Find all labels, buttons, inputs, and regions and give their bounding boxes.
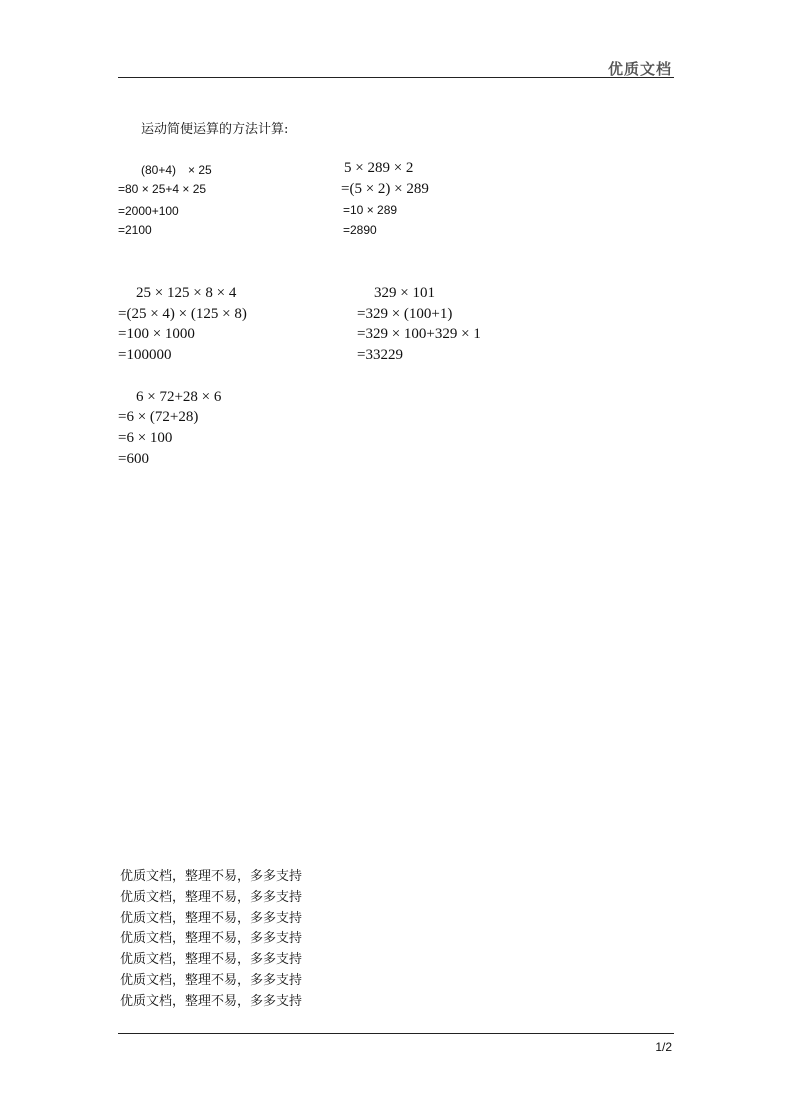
footer-note: 优质文档，整理不易，多多支持 xyxy=(120,869,303,884)
header-title: 优质文档 xyxy=(607,60,672,78)
footer-divider xyxy=(118,1033,674,1034)
problem-5-line-2: =6 × (72+28) xyxy=(118,409,199,425)
problem-3-line-2: =(25 × 4) × (125 × 8) xyxy=(118,306,247,322)
footer-note: 优质文档，整理不易，多多支持 xyxy=(120,911,303,926)
problem-4-line-3: =329 × 100+329 × 1 xyxy=(357,326,481,342)
footer-note: 优质文档，整理不易，多多支持 xyxy=(120,994,303,1009)
problem-5-line-1: 6 × 72+28 × 6 xyxy=(136,389,222,405)
footer-note: 优质文档，整理不易，多多支持 xyxy=(120,931,303,946)
problem-4-line-1: 329 × 101 xyxy=(374,285,435,301)
problem-1-line-2: =80 × 25+4 × 25 xyxy=(118,182,207,196)
problem-2-line-3: =10 × 289 xyxy=(343,203,398,217)
footer-note: 优质文档，整理不易，多多支持 xyxy=(120,952,303,967)
footer-note: 优质文档，整理不易，多多支持 xyxy=(120,973,303,988)
problem-5-line-3: =6 × 100 xyxy=(118,430,173,446)
problem-3-line-1: 25 × 125 × 8 × 4 xyxy=(136,285,237,301)
problem-1-line-3: =2000+100 xyxy=(118,204,179,218)
header-divider xyxy=(118,77,674,78)
problem-2-line-4: =2890 xyxy=(343,223,377,237)
problem-3-line-3: =100 × 1000 xyxy=(118,326,195,342)
problem-4-line-4: =33229 xyxy=(357,347,403,363)
problem-4-line-2: =329 × (100+1) xyxy=(357,306,453,322)
problem-1-line-1: (80+4) × 25 xyxy=(141,163,212,177)
problem-2-line-2: =(5 × 2) × 289 xyxy=(341,181,429,197)
problem-2-line-1: 5 × 289 × 2 xyxy=(344,160,414,176)
intro-text: 运动简便运算的方法计算: xyxy=(141,122,289,137)
problem-3-line-4: =100000 xyxy=(118,347,172,363)
footer-note: 优质文档，整理不易，多多支持 xyxy=(120,890,303,905)
problem-5-line-4: =600 xyxy=(118,451,149,467)
problem-1-line-4: =2100 xyxy=(118,223,152,237)
page-number: 1/2 xyxy=(655,1040,672,1054)
